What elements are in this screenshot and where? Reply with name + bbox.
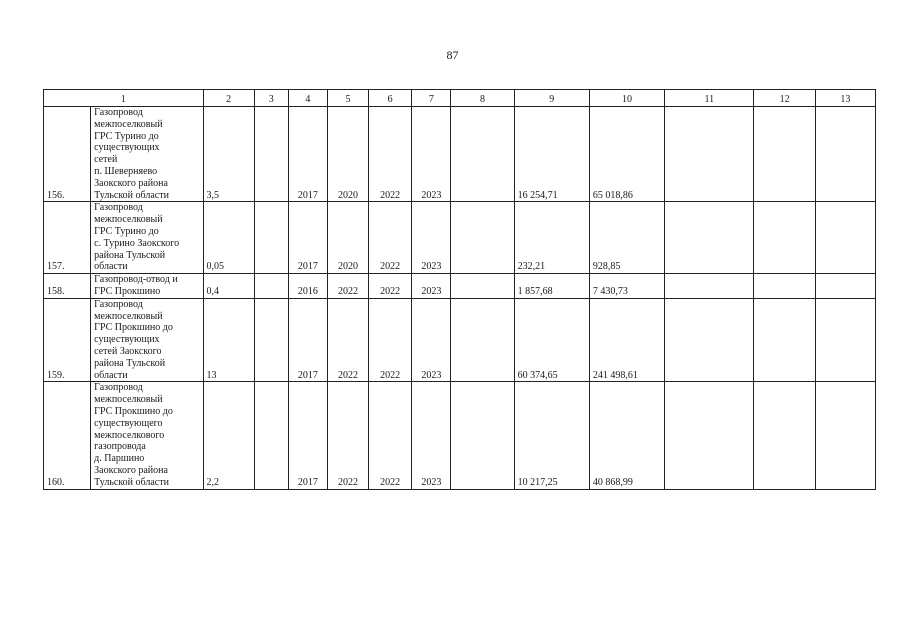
year-cell: 2017	[288, 202, 327, 274]
column-header: 4	[288, 90, 327, 107]
empty-cell	[451, 274, 514, 299]
empty-cell	[665, 107, 754, 202]
object-name-line: сетей Заокского	[94, 345, 162, 357]
object-name-line: Тульской области	[94, 189, 169, 201]
year-cell: 2023	[412, 274, 451, 299]
year-cell: 2017	[288, 107, 327, 202]
object-name	[91, 382, 203, 489]
year-cell: 2023	[412, 202, 451, 274]
object-name-line: газопровода	[94, 441, 146, 453]
object-name-line: Газопровод	[94, 202, 143, 214]
object-name-line: Газопровод	[94, 107, 143, 118]
empty-cell	[815, 202, 875, 274]
cost-cell: 1 857,68	[514, 274, 589, 299]
object-name-line: области	[94, 261, 128, 273]
cost-cell: 928,85	[589, 202, 664, 274]
column-header: 2	[203, 90, 254, 107]
column-header: 3	[254, 90, 288, 107]
empty-cell	[815, 107, 875, 202]
year-cell: 2020	[327, 107, 368, 202]
year-cell: 2023	[412, 298, 451, 382]
empty-cell	[665, 274, 754, 299]
page-number: 87	[446, 48, 459, 62]
object-name-line: межпоселкового	[94, 429, 165, 441]
table-row	[44, 202, 876, 274]
header-row	[44, 90, 876, 107]
object-name-line: сетей	[94, 154, 118, 166]
year-cell: 2022	[327, 382, 368, 489]
object-name	[91, 298, 203, 382]
object-name-line: существующих	[94, 142, 160, 154]
row-number: 159.	[44, 298, 91, 382]
empty-cell	[665, 382, 754, 489]
year-cell: 2022	[369, 202, 412, 274]
empty-cell	[254, 382, 288, 489]
object-name	[91, 107, 203, 202]
year-cell: 2020	[327, 202, 368, 274]
empty-cell	[254, 107, 288, 202]
object-name-line: п. Шеверняево	[94, 165, 158, 177]
capacity-cell: 0,05	[203, 202, 254, 274]
empty-cell	[815, 298, 875, 382]
empty-cell	[665, 202, 754, 274]
column-header: 8	[451, 90, 514, 107]
object-name-line: ГРС Прокшино	[94, 285, 161, 297]
object-name-line: ГРС Прокшино до	[94, 322, 173, 334]
cost-cell: 241 498,61	[589, 298, 664, 382]
object-name-line: района Тульской	[94, 249, 166, 261]
column-header: 7	[412, 90, 451, 107]
cost-cell: 40 868,99	[589, 382, 664, 489]
empty-cell	[254, 298, 288, 382]
table-row	[44, 298, 876, 382]
cost-cell: 232,21	[514, 202, 589, 274]
capacity-cell: 2,2	[203, 382, 254, 489]
table-row	[44, 107, 876, 202]
object-name-line: ГРС Турино до	[94, 225, 159, 237]
column-header: 1	[44, 90, 204, 107]
object-name-line: Заокского района	[94, 464, 168, 476]
column-header: 12	[754, 90, 815, 107]
object-name-line: межпоселковый	[94, 214, 163, 226]
year-cell: 2023	[412, 107, 451, 202]
empty-cell	[815, 274, 875, 299]
year-cell: 2022	[327, 274, 368, 299]
empty-cell	[754, 382, 815, 489]
empty-cell	[451, 202, 514, 274]
object-name-line: межпоселковый	[94, 118, 163, 130]
column-header: 5	[327, 90, 368, 107]
column-header: 6	[369, 90, 412, 107]
empty-cell	[665, 298, 754, 382]
year-cell: 2022	[369, 274, 412, 299]
row-number: 157.	[44, 202, 91, 274]
empty-cell	[754, 274, 815, 299]
empty-cell	[451, 298, 514, 382]
capacity-cell: 13	[203, 298, 254, 382]
year-cell: 2017	[288, 382, 327, 489]
empty-cell	[451, 382, 514, 489]
object-name-line: Заокского района	[94, 177, 168, 189]
object-name-line: Газопровод	[94, 382, 143, 394]
table-row	[44, 382, 876, 489]
empty-cell	[254, 274, 288, 299]
year-cell: 2022	[369, 298, 412, 382]
year-cell: 2017	[288, 298, 327, 382]
year-cell: 2022	[327, 298, 368, 382]
object-name-line: ГРС Турино до	[94, 130, 159, 142]
cost-cell: 7 430,73	[589, 274, 664, 299]
column-header: 13	[815, 90, 875, 107]
empty-cell	[754, 107, 815, 202]
table-row	[44, 274, 876, 299]
empty-cell	[815, 382, 875, 489]
empty-cell	[451, 107, 514, 202]
object-name-line: д. Паршино	[94, 453, 145, 465]
cost-cell: 10 217,25	[514, 382, 589, 489]
column-header: 9	[514, 90, 589, 107]
object-name-line: Тульской области	[94, 476, 169, 488]
object-name-line: межпоселковый	[94, 394, 163, 406]
empty-cell	[754, 202, 815, 274]
capacity-cell: 0,4	[203, 274, 254, 299]
object-name-line: межпоселковый	[94, 310, 163, 322]
year-cell: 2023	[412, 382, 451, 489]
object-name-line: Газопровод-отвод и	[94, 274, 178, 286]
column-header: 10	[589, 90, 664, 107]
row-number: 160.	[44, 382, 91, 489]
capacity-cell: 3,5	[203, 107, 254, 202]
year-cell: 2016	[288, 274, 327, 299]
row-number: 156.	[44, 107, 91, 202]
year-cell: 2022	[369, 382, 412, 489]
cost-cell: 60 374,65	[514, 298, 589, 382]
empty-cell	[754, 298, 815, 382]
object-name-line: района Тульской	[94, 357, 166, 369]
object-name-line: с. Турино Заокского	[94, 237, 180, 249]
year-cell: 2022	[369, 107, 412, 202]
object-name-line: области	[94, 369, 128, 381]
empty-cell	[254, 202, 288, 274]
column-header: 11	[665, 90, 754, 107]
object-name-line: ГРС Прокшино до	[94, 405, 173, 417]
object-name-line: существующих	[94, 334, 160, 346]
object-name-line: Газопровод	[94, 298, 143, 310]
cost-cell: 65 018,86	[589, 107, 664, 202]
data-table	[43, 89, 876, 490]
cost-cell: 16 254,71	[514, 107, 589, 202]
object-name	[91, 202, 203, 274]
row-number: 158.	[44, 274, 91, 299]
object-name	[91, 274, 203, 299]
object-name-line: существующего	[94, 417, 163, 429]
